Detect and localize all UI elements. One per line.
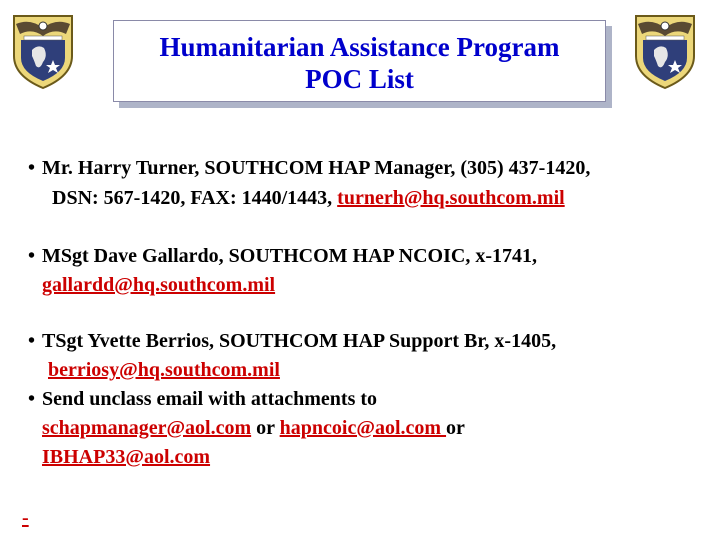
page-title-line1: Humanitarian Assistance Program bbox=[159, 32, 560, 62]
trailing-mark bbox=[22, 506, 29, 530]
title-box bbox=[113, 20, 606, 102]
poc-entry-email-instructions-line3 bbox=[42, 445, 210, 469]
entry-text: DSN: 567-1420, FAX: 1440/1443, bbox=[52, 187, 338, 209]
trailing-link[interactable]: - bbox=[22, 507, 29, 529]
southcom-emblem-left bbox=[10, 10, 76, 90]
southcom-emblem-right bbox=[632, 10, 698, 90]
email-link-berrios[interactable]: berriosy@hq.southcom.mil bbox=[48, 359, 280, 381]
or-text: or bbox=[446, 417, 465, 439]
entry-text: TSgt Yvette Berrios, SOUTHCOM HAP Support Br, x-1405, bbox=[42, 330, 557, 352]
email-link-gallardo[interactable]: gallardd@hq.southcom.mil bbox=[42, 274, 276, 296]
poc-entry-turner bbox=[28, 156, 590, 180]
poc-entry-gallardo-line2 bbox=[42, 273, 275, 297]
bullet: • bbox=[28, 157, 36, 179]
or-text: or bbox=[251, 417, 280, 439]
poc-entry-berrios bbox=[28, 329, 556, 353]
entry-text: Mr. Harry Turner, SOUTHCOM HAP Manager, (305) 437-1420, bbox=[42, 157, 591, 179]
poc-entry-turner-line2 bbox=[52, 186, 565, 210]
poc-entry-email-instructions bbox=[28, 387, 377, 411]
email-link-schapmanager[interactable]: schapmanager@aol.com bbox=[42, 417, 252, 439]
bullet: • bbox=[28, 245, 36, 267]
poc-entry-berrios-line2 bbox=[48, 358, 280, 382]
entry-text: Send unclass email with attachments to bbox=[42, 388, 378, 410]
shield-eagle-crest-icon bbox=[632, 10, 698, 90]
email-link-ibhap33[interactable]: IBHAP33@aol.com bbox=[42, 446, 211, 468]
entry-text: MSgt Dave Gallardo, SOUTHCOM HAP NCOIC, x-1741, bbox=[42, 245, 537, 267]
page-title-line2: POC List bbox=[305, 64, 414, 94]
bullet: • bbox=[28, 388, 36, 410]
shield-eagle-crest-icon bbox=[10, 10, 76, 90]
bullet: • bbox=[28, 330, 36, 352]
email-link-hapncoic[interactable]: hapncoic@aol.com bbox=[279, 417, 447, 439]
poc-entry-gallardo bbox=[28, 244, 537, 268]
poc-entry-email-instructions-line2 bbox=[42, 416, 465, 440]
email-link-turner[interactable]: turnerh@hq.southcom.mil bbox=[337, 187, 565, 209]
